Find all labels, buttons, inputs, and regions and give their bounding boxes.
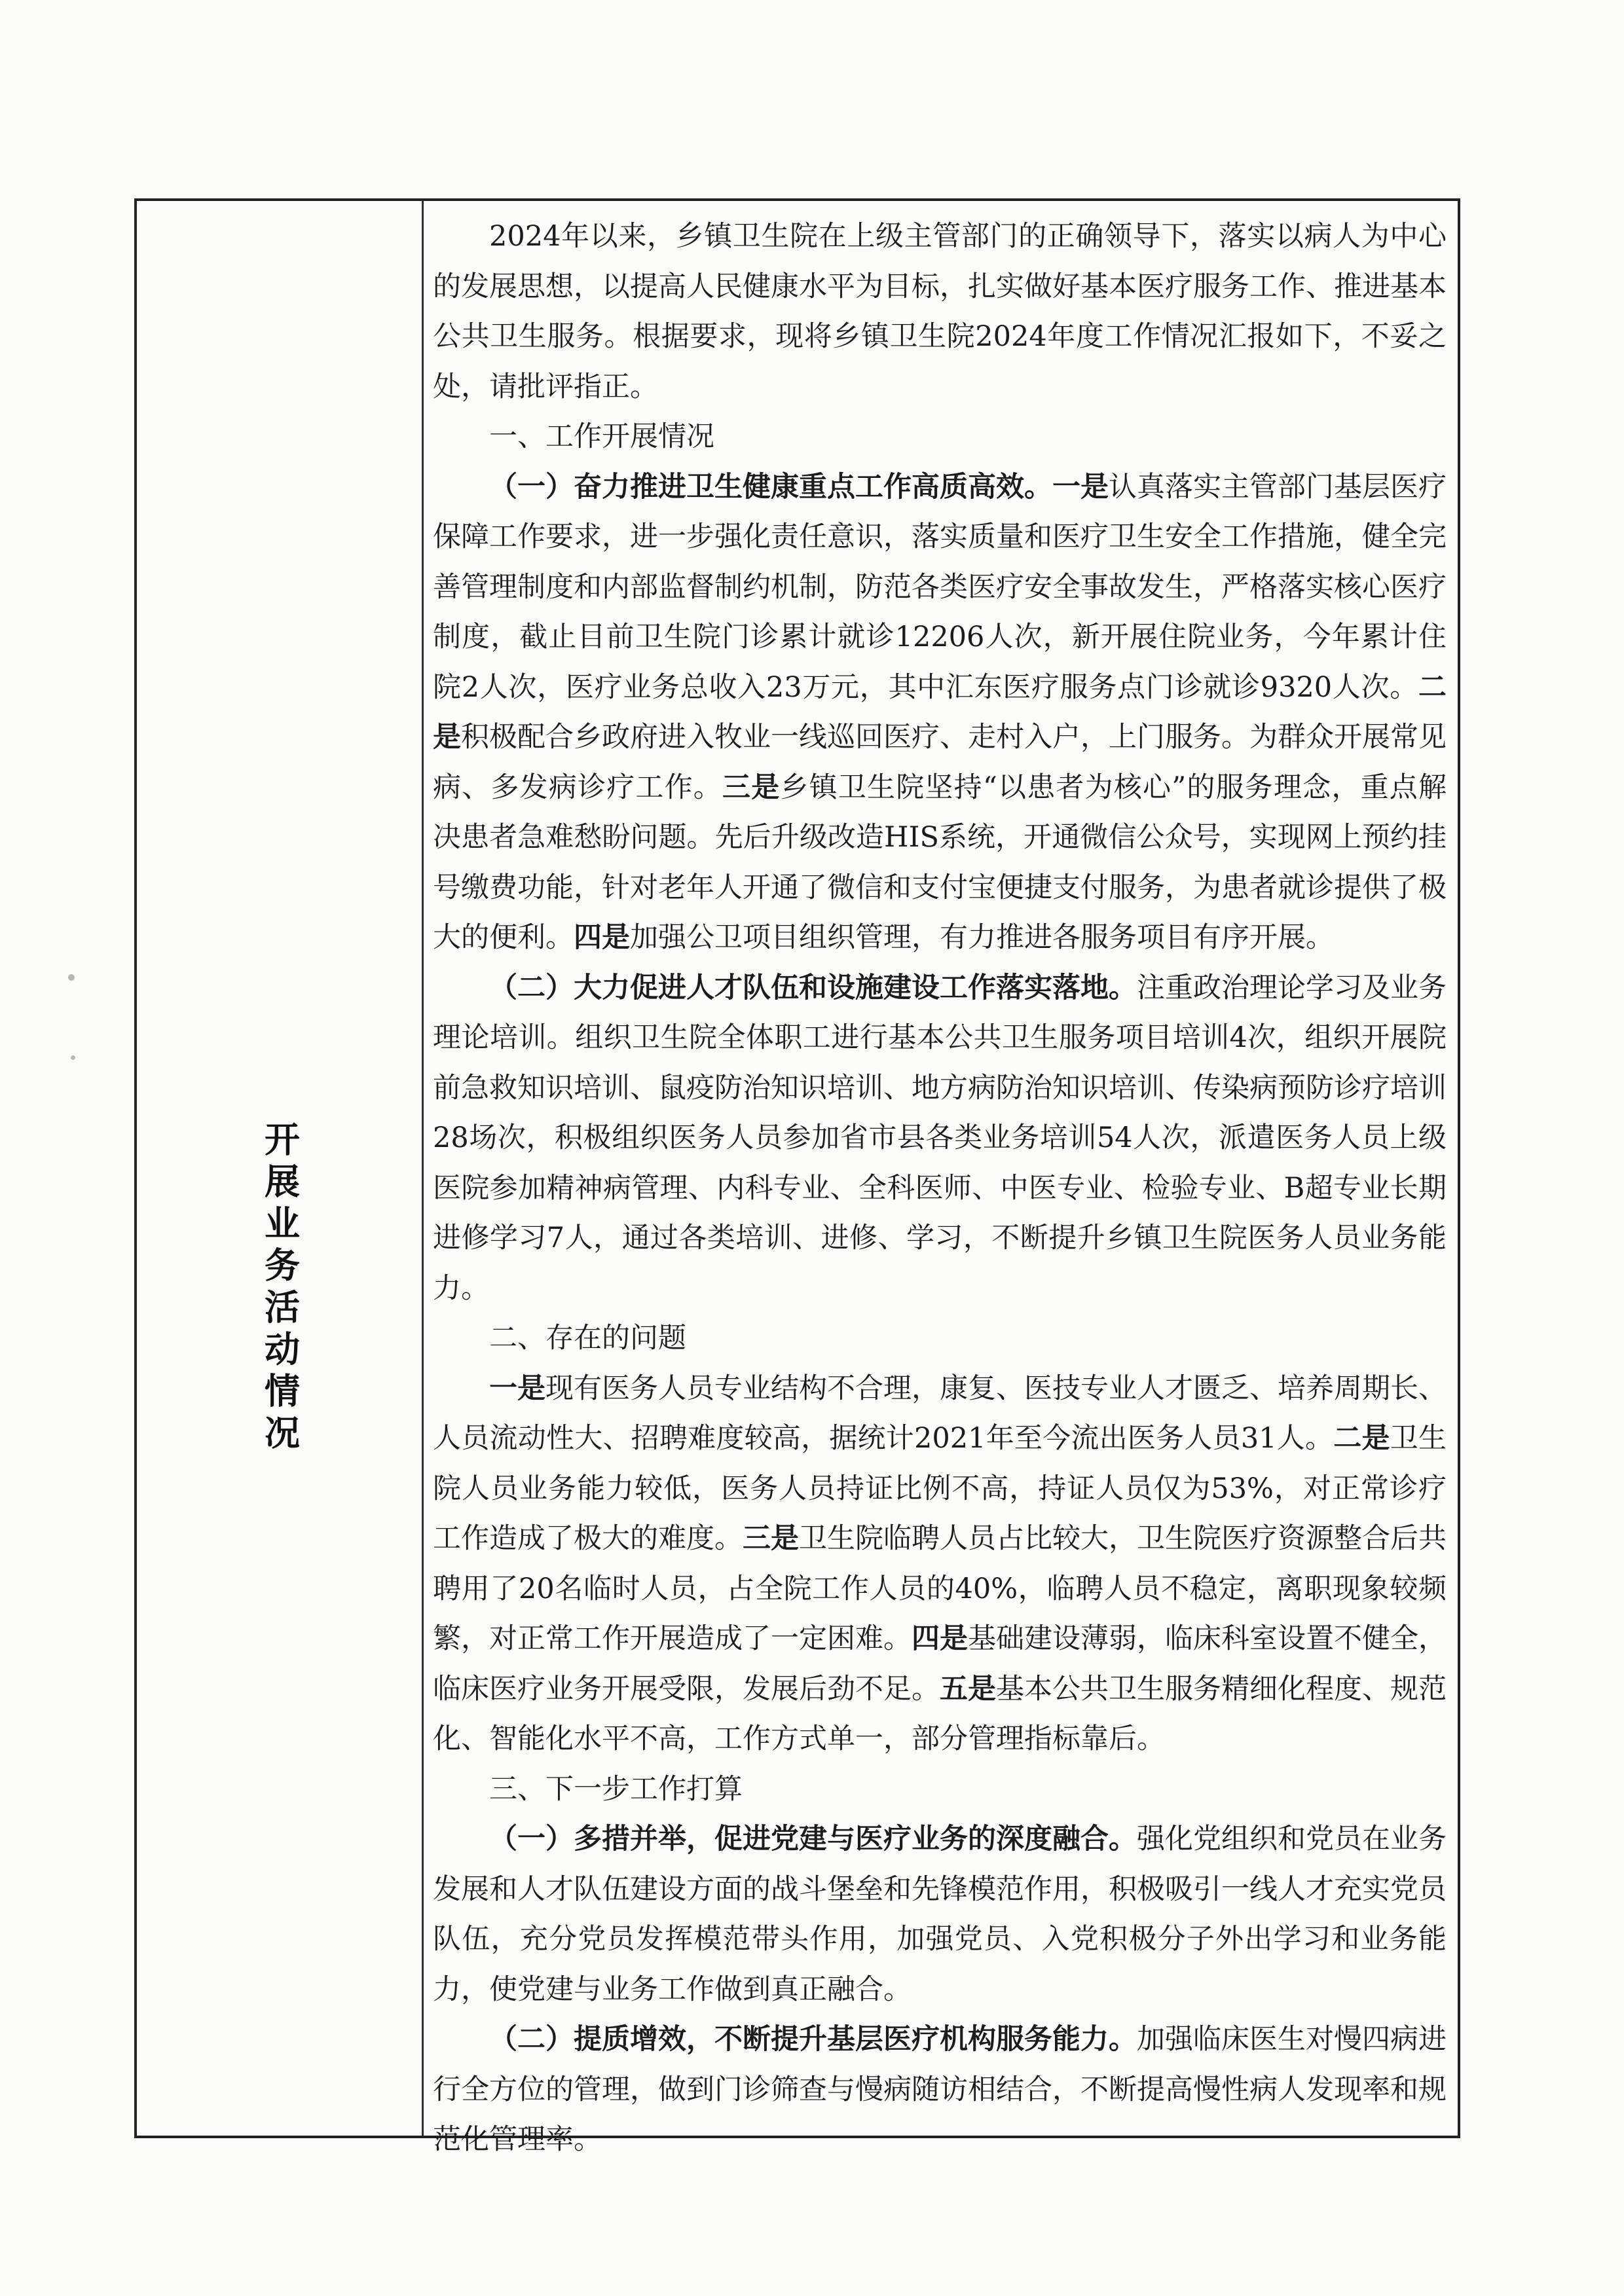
section1-paragraph-2 (433, 963, 1447, 1314)
subheading: （二）提质增效，不断提升基层医疗机构服务能力。 (489, 2023, 1137, 2056)
intro-paragraph: 2024年以来，乡镇卫生院在上级主管部门的正确领导下，落实以病人为中心的发展思想，以提高人民健康水平为目标，扎实做好基本医疗服务工作、推进基本公共卫生服务。根据要求，现将乡镇卫生院2024年度工作情况汇报如下，不妥之处，请批评指正。 (433, 220, 1447, 403)
point-lead: 五是 (940, 1672, 996, 1705)
paragraph-text: 加强临床医生对慢四病进行全方位的管理，做到门诊筛查与慢病随访相结合，不断提高慢性病人发现率和规范化管理率。 (433, 2023, 1447, 2156)
point-lead: 一是 (489, 1372, 545, 1405)
section1-paragraph-1 (433, 462, 1447, 963)
point-text: 基本公共卫生服务精细化程度、规范化、智能化水平不高，工作方式单一，部分管理指标靠后。 (433, 1672, 1447, 1755)
point-text: 积极配合乡政府进入牧业一线巡回医疗、走村入户，上门服务。为群众开展常见病、多发病诊疗工作。 (433, 721, 1447, 804)
point-lead: 四是 (912, 1622, 968, 1655)
point-lead: 二是 (433, 670, 1447, 754)
subheading: （二）大力促进人才队伍和设施建设工作落实落地。 (489, 971, 1137, 1004)
section-heading-2: 二、存在的问题 (489, 1322, 686, 1355)
section-heading-3: 三、下一步工作打算 (489, 1772, 743, 1806)
paragraph-text: 强化党组织和党员在业务发展和人才队伍建设方面的战斗堡垒和先锋模范作用，积极吸引一线人才充实党员队伍，充分党员发挥模范带头作用，加强党员、入党积极分子外出学习和业务能力，使党建与业务工作做到真正融合。 (433, 1823, 1447, 2006)
paragraph-text: 注重政治理论学习及业务理论培训。组织卫生院全体职工进行基本公共卫生服务项目培训4次，组织开展院前急救知识培训、鼠疫防治知识培训、地方病防治知识培训、传染病预防诊疗培训28场次，积极组织医务人员参加省市县各类业务培训54人次，派遣医务人员上级医院参加精神病管理、内科专业、全科医师、中医专业、检验专业、B超专业长期进修学习7人，通过各类培训、进修、学习，不断提升乡镇卫生院医务人员业务能力。 (433, 971, 1447, 1305)
column-divider (422, 201, 424, 2136)
point-text: 卫生院人员业务能力较低，医务人员持证比例不高，持证人员仅为53%，对正常诊疗工作造成了极大的难度。 (433, 1422, 1447, 1555)
section2-paragraph (433, 1364, 1447, 1764)
form-table (134, 198, 1460, 2156)
point-text: 加强公卫项目组织管理，有力推进各服务项目有序开展。 (630, 921, 1334, 954)
point-text: 卫生院临聘人员占比较大，卫生院医疗资源整合后共聘用了20名临时人员，占全院工作人员的40%，临聘人员不稳定，离职现象较频繁，对正常工作开展造成了一定困难。 (433, 1522, 1447, 1655)
side-label: 开展业务活动情况 (259, 1121, 301, 1456)
scan-speck (68, 974, 75, 981)
scan-speck (71, 1055, 75, 1060)
report-body (433, 201, 1447, 2165)
point-text: 基础建设薄弱，临床科室设置不健全，临床医疗业务开展受限，发展后劲不足。 (433, 1622, 1447, 1705)
subheading: （一）奋力推进卫生健康重点工作高质高效。 (489, 470, 1052, 503)
section3-paragraph-1 (433, 1814, 1447, 2014)
point-lead: 一是 (1052, 470, 1109, 503)
side-label-cell (137, 1121, 422, 1456)
point-lead: 三是 (743, 1522, 799, 1555)
point-lead: 二是 (1333, 1422, 1390, 1455)
point-lead: 三是 (722, 771, 781, 804)
subheading: （一）多措并举，促进党建与医疗业务的深度融合。 (489, 1823, 1137, 1855)
section-heading-1: 一、工作开展情况 (489, 420, 714, 453)
point-text: 认真落实主管部门基层医疗保障工作要求，进一步强化责任意识，落实质量和医疗卫生安全工作措施，健全完善管理制度和内部监督制约机制，防范各类医疗安全事故发生，严格落实核心医疗制度，截止目前卫生院门诊累计就诊12206人次，新开展住院业务，今年累计住院2人次，医疗业务总收入23万元，其中汇东医疗服务点门诊就诊9320人次。 (433, 470, 1447, 704)
point-text: 现有医务人员专业结构不合理，康复、医技专业人才匮乏、培养周期长、人员流动性大、招聘难度较高，据统计2021年至今流出医务人员31人。 (433, 1372, 1447, 1455)
section3-paragraph-2 (433, 2014, 1447, 2165)
point-text: 乡镇卫生院坚持“以患者为核心”的服务理念，重点解决患者急难愁盼问题。先后升级改造HIS系统，开通微信公众号，实现网上预约挂号缴费功能，针对老年人开通了微信和支付宝便捷支付服务，为患者就诊提供了极大的便利。 (433, 771, 1447, 954)
point-lead: 四是 (574, 921, 630, 954)
